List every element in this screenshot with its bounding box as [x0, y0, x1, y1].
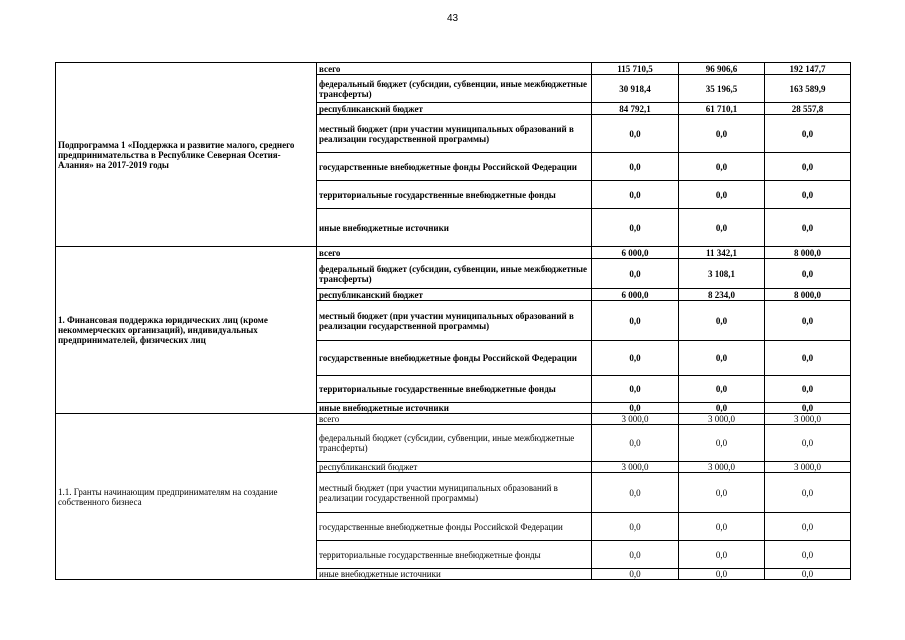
funding-source-cell: государственные внебюджетные фонды Российской Федерации	[317, 341, 592, 376]
amount-cell-v2: 61 710,1	[679, 103, 765, 115]
amount-cell-v3: 0,0	[765, 376, 851, 403]
amount-cell-v1: 0,0	[592, 513, 679, 541]
amount-cell-v3: 0,0	[765, 181, 851, 209]
funding-source-cell: местный бюджет (при участии муниципальных образований в реализации государственной программы)	[317, 473, 592, 513]
amount-cell-v3: 0,0	[765, 513, 851, 541]
amount-cell-v2: 3 000,0	[679, 462, 765, 473]
funding-source-cell: всего	[317, 63, 592, 75]
amount-cell-v2: 0,0	[679, 403, 765, 414]
funding-source-cell: государственные внебюджетные фонды Российской Федерации	[317, 513, 592, 541]
amount-cell-v1: 0,0	[592, 301, 679, 341]
amount-cell-v1: 115 710,5	[592, 63, 679, 75]
amount-cell-v2: 0,0	[679, 341, 765, 376]
amount-cell-v3: 3 000,0	[765, 462, 851, 473]
amount-cell-v1: 0,0	[592, 115, 679, 153]
funding-source-cell: иные внебюджетные источники	[317, 569, 592, 580]
amount-cell-v2: 0,0	[679, 301, 765, 341]
amount-cell-v1: 0,0	[592, 425, 679, 462]
funding-source-cell: всего	[317, 414, 592, 425]
amount-cell-v1: 84 792,1	[592, 103, 679, 115]
table-row	[56, 414, 851, 425]
funding-source-cell: иные внебюджетные источники	[317, 403, 592, 414]
amount-cell-v2: 11 342,1	[679, 247, 765, 259]
table-row	[56, 247, 851, 259]
amount-cell-v1: 6 000,0	[592, 289, 679, 301]
amount-cell-v3: 0,0	[765, 115, 851, 153]
amount-cell-v2: 0,0	[679, 153, 765, 181]
amount-cell-v1: 0,0	[592, 181, 679, 209]
funding-source-cell: территориальные государственные внебюджетные фонды	[317, 541, 592, 569]
amount-cell-v2: 3 000,0	[679, 414, 765, 425]
amount-cell-v2: 0,0	[679, 569, 765, 580]
funding-source-cell: местный бюджет (при участии муниципальных образований в реализации государственной программы)	[317, 115, 592, 153]
amount-cell-v1: 6 000,0	[592, 247, 679, 259]
funding-source-cell: республиканский бюджет	[317, 462, 592, 473]
amount-cell-v1: 0,0	[592, 569, 679, 580]
funding-source-cell: территориальные государственные внебюджетные фонды	[317, 376, 592, 403]
amount-cell-v2: 0,0	[679, 376, 765, 403]
amount-cell-v2: 0,0	[679, 181, 765, 209]
amount-cell-v1: 0,0	[592, 376, 679, 403]
amount-cell-v3: 0,0	[765, 209, 851, 247]
funding-source-cell: федеральный бюджет (субсидии, субвенции, иные межбюджетные трансферты)	[317, 75, 592, 103]
amount-cell-v1: 0,0	[592, 259, 679, 289]
amount-cell-v3: 0,0	[765, 403, 851, 414]
funding-source-cell: федеральный бюджет (субсидии, субвенции, иные межбюджетные трансферты)	[317, 425, 592, 462]
amount-cell-v1: 0,0	[592, 341, 679, 376]
amount-cell-v2: 96 906,6	[679, 63, 765, 75]
amount-cell-v3: 0,0	[765, 301, 851, 341]
amount-cell-v2: 0,0	[679, 209, 765, 247]
amount-cell-v3: 0,0	[765, 569, 851, 580]
amount-cell-v2: 3 108,1	[679, 259, 765, 289]
page-number: 43	[446, 13, 459, 24]
amount-cell-v3: 0,0	[765, 153, 851, 181]
amount-cell-v3: 3 000,0	[765, 414, 851, 425]
table-row	[56, 63, 851, 75]
amount-cell-v1: 3 000,0	[592, 462, 679, 473]
amount-cell-v2: 0,0	[679, 425, 765, 462]
program-name-cell: 1.1. Гранты начинающим предпринимателям на создание собственного бизнеса	[56, 414, 317, 580]
budget-table	[55, 62, 851, 580]
amount-cell-v1: 0,0	[592, 209, 679, 247]
funding-source-cell: местный бюджет (при участии муниципальных образований в реализации государственной программы)	[317, 301, 592, 341]
amount-cell-v2: 0,0	[679, 473, 765, 513]
amount-cell-v3: 0,0	[765, 341, 851, 376]
amount-cell-v2: 8 234,0	[679, 289, 765, 301]
amount-cell-v3: 8 000,0	[765, 289, 851, 301]
amount-cell-v3: 192 147,7	[765, 63, 851, 75]
program-name-cell: Подпрограмма 1 «Поддержка и развитие малого, среднего предпринимательства в Республике Северная Осетия-Алания» на 2017-2019 годы	[56, 63, 317, 247]
amount-cell-v1: 0,0	[592, 153, 679, 181]
amount-cell-v2: 0,0	[679, 541, 765, 569]
amount-cell-v3: 0,0	[765, 473, 851, 513]
amount-cell-v1: 0,0	[592, 473, 679, 513]
amount-cell-v2: 35 196,5	[679, 75, 765, 103]
amount-cell-v2: 0,0	[679, 115, 765, 153]
amount-cell-v1: 3 000,0	[592, 414, 679, 425]
amount-cell-v3: 0,0	[765, 259, 851, 289]
amount-cell-v1: 30 918,4	[592, 75, 679, 103]
funding-source-cell: государственные внебюджетные фонды Российской Федерации	[317, 153, 592, 181]
funding-source-cell: иные внебюджетные источники	[317, 209, 592, 247]
amount-cell-v1: 0,0	[592, 403, 679, 414]
amount-cell-v3: 8 000,0	[765, 247, 851, 259]
amount-cell-v1: 0,0	[592, 541, 679, 569]
amount-cell-v3: 163 589,9	[765, 75, 851, 103]
funding-source-cell: федеральный бюджет (субсидии, субвенции, иные межбюджетные трансферты)	[317, 259, 592, 289]
funding-source-cell: всего	[317, 247, 592, 259]
amount-cell-v3: 0,0	[765, 425, 851, 462]
amount-cell-v2: 0,0	[679, 513, 765, 541]
funding-source-cell: республиканский бюджет	[317, 103, 592, 115]
funding-source-cell: республиканский бюджет	[317, 289, 592, 301]
funding-source-cell: территориальные государственные внебюджетные фонды	[317, 181, 592, 209]
program-name-cell: 1. Финансовая поддержка юридических лиц (кроме некоммерческих организаций), индивидуальных предпринимателей, физических лиц	[56, 247, 317, 414]
amount-cell-v3: 28 557,8	[765, 103, 851, 115]
amount-cell-v3: 0,0	[765, 541, 851, 569]
